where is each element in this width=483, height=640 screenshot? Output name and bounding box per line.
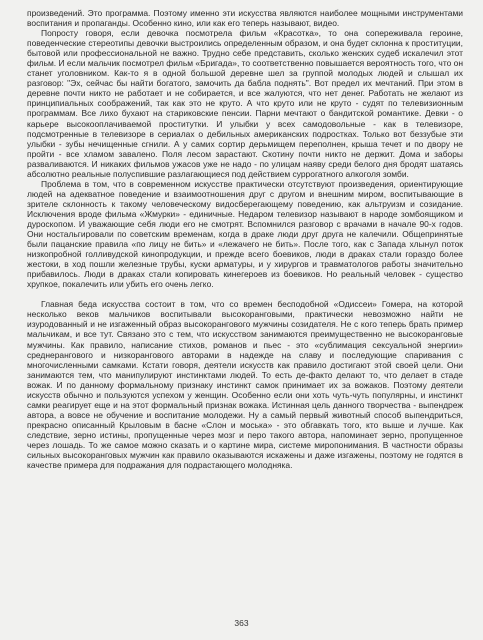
paragraph-1: произведений. Это программа. Поэтому именно эти искусства являются наиболее мощными инструментами воспитания и пропаганды. Особенно кино, или как его теперь называют, видео. (27, 8, 463, 29)
paragraph-4: Главная беда искусства состоит в том, что со времен бесподобной «Одиссеи» Гомера, на которой несколько веков мальчиков воспитывали высокоранговыми, практически невозможно найти не изуродованный и не изгаженный образ высокорангового мужчины созидателя. Не с кого теперь брать пример мальчикам, и все тут. Связано это с тем, что искусством занимаются преимущественно не высокоранговые мужчины. Как правило, написание стихов, романов и пьес - это «сублимация сексуальной энергии» среднерангового и низкорангового авторами в надежде на славу и последующие спаривания с многочисленными самками. Кстати говоря, деятели искусств как правило достигают этой своей цели. Они занимаются тем, что манипулируют инстинктами людей. То есть де-факто делают то, что делает в стаде вожак. И по данному формальному признаку инстинкт самок принимает их за вожаков. Поэтому деятели искусств обычно и пользуются успехом у женщин. Особенно если они хоть чуть-чуть популярны, и инстинкт самки реагирует еще и на этот формальный признак вожака. Истинная цель данного творчества - выпендреж автора, а вовсе не обучение и воспитание молодежи. Ну а самый первый животный способ выпендриться, прекрасно описанный Крыловым в басне «Слон и моська» - это обгавкать того, кто выше и лучше. Как следствие, зерно истины, пропущенные через мозг и перо такого автора, напоминает зерно, пропущенное через лошадь. То же самое можно сказать и о картине мира, системе миропонимания. В частности образы сильных высокоранговых мужчин как правило оказываются искажены и даже изгажены, поэтому не годятся в качестве примера для подражания для подрастающего молодняка. (27, 299, 463, 471)
page-text (27, 8, 463, 470)
paragraph-2: Попросту говоря, если девочка посмотрела фильм «Красотка», то она сопереживала героине, поведенческие стереотипы девочки выстроились определенным образом, и она будет склонна к проституции, бытовой или профессиональной не важно. Трудно себе представить, сколько женских судеб искалечил этот фильм. И если мальчик посмотрел фильм «Бригада», то соответственно повышается вероятность того, что он станет уголовником. Как-то я в одной большой деревне шел за группой молодых людей и слышал их разговор: "Эх, сейчас бы найти богатого, замочить да бабла поднять". Вот предел их мечтаний. При этом в деревне почти никто не работает и не собирается, и все жалуются, что нет денег. Работать не желают из принципиальных соображений, так как это не круто. А что круто или не круто - судят по телевизионным программам. Все лихо бухают на стариковские пенсии. Парни мечтают о бандитской романтике. Девки - о карьере высокооплачиваемой проститутки. И улыбки у всех самодовольные - как в телевизоре, подсмотренные в телевизоре в сериалах о дебильных американских подростках. Только вот беззубые эти улыбки - зубы нечищенные сгнили. А у самих сортир дерьмищем переполнен, крыша течет и по двору не пройти - все хламом завалено. Поля лесом зарастают. Скотину почти никто не держит. Дома и заборы разваливаются. И никаких фильмов ужасов уже не надо - по улицам наяву среди белого дня бродят шатаясь абсолютно реальные полуспившие разлагающиеся под действием суррогатного алкоголя зомби. (27, 28, 463, 179)
paragraph-3: Проблема в том, что в современном искусстве практически отсутствуют произведения, ориентирующие людей на адекватное поведение и взаимоотношения друг с другом и внешним миром, воспитывающие в зрителе склонность к такому человеческому видосберегающему поведению, как альтруизм и созидание. Исключения вроде фильма «Жмурки» - единичные. Недаром телевизор называют в народе зомбоящиком и дуроскопом. И уважающие себя люди его не смотрят. Вспомнился разговор с врачами в начале 90-х годов. Они ностальгировали по советским временам, когда в драке люди друг друга не калечили. Общепринятые были пацанские правила «по лицу не бить» и «лежачего не бить». После того, как с Запада хлынул поток низкопробной голливудской кинопродукции, и прежде всего боевиков, люди в драках стали гораздо более жестоки, в ход пошли железные трубы, куски арматуры, и у хирургов и травматологов работы значительно прибавилось. Люди в драках стали копировать кинегероев из боевиков. Но реальный человек - существо хрупкое, покалечить или убить его очень легко. (27, 178, 463, 290)
page-number: 363 (234, 618, 249, 628)
